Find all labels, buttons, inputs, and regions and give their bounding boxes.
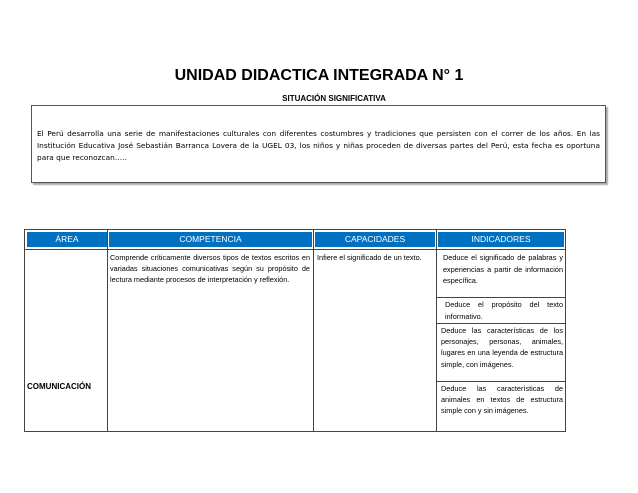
indicador-item: Deduce el propósito del texto informativo.: [445, 300, 563, 321]
column-divider: [313, 230, 314, 431]
indicador-item: Deduce el significado de palabras y experiencias a partir de información específica.: [443, 253, 563, 285]
competencia-text: Comprende críticamente diversos tipos de textos escritos en variadas situaciones comunicativas según su propósito de lectura mediante procesos de interpretación y reflexión.: [110, 253, 310, 284]
curriculum-table: [24, 229, 566, 432]
header-capacidades: CAPACIDADES: [315, 232, 435, 247]
capacidad-text: Infiere el significado de un texto.: [317, 253, 422, 262]
situation-box: [31, 105, 606, 183]
row-divider: [436, 297, 565, 298]
area-name: COMUNICACIÓN: [27, 382, 91, 391]
column-divider: [436, 230, 437, 431]
column-divider: [107, 230, 108, 431]
section-subtitle: SITUACIÓN SIGNIFICATIVA: [282, 94, 386, 103]
header-competencia: COMPETENCIA: [109, 232, 312, 247]
header-divider: [25, 249, 565, 250]
indicador-item: Deduce las características de animales en textos de estructura simple con y sin imágenes.: [441, 384, 563, 416]
row-divider: [436, 381, 565, 382]
document-title: UNIDAD DIDACTICA INTEGRADA N° 1: [174, 67, 464, 84]
row-divider: [436, 323, 565, 324]
indicador-item: Deduce las características de los personajes, personas, animales, lugares en una leyenda de estructura simple, con imágenes.: [441, 326, 563, 369]
header-indicadores: INDICADORES: [438, 232, 564, 247]
situation-text: El Perú desarrolla una serie de manifestaciones culturales con diferentes costumbres y tradiciones que persisten con el correr de los años. En las Institución Educativa José Sebastián Barranca Lovera de la UGEL 03, los niños y niñas proceden de diversas partes del Perú, esta fecha es oportuna para que reconozcan…..: [37, 129, 600, 162]
header-area: ÁREA: [27, 232, 107, 247]
